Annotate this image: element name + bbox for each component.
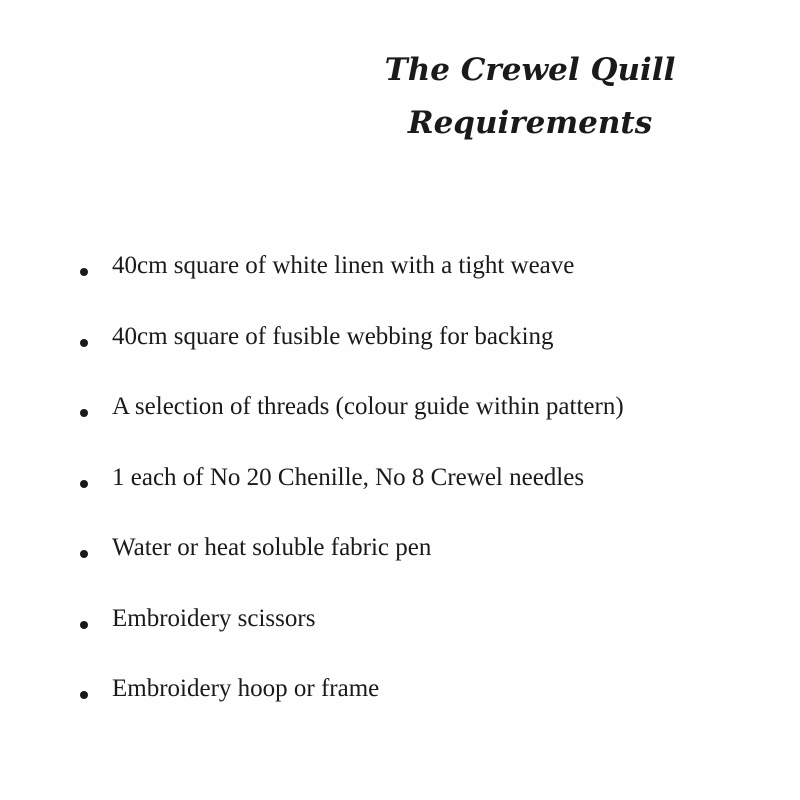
list-item [80, 675, 624, 746]
list-item [80, 605, 624, 676]
list-item-text: Embroidery hoop or frame [112, 675, 380, 702]
bullet-icon [80, 550, 88, 558]
page-title: The Crewel Quill [384, 52, 676, 88]
bullet-icon [80, 691, 88, 699]
list-item-text: Embroidery scissors [112, 604, 316, 632]
bullet-icon [80, 621, 88, 629]
page-subtitle: Requirements [407, 105, 653, 141]
list-item [80, 464, 624, 535]
list-item-text: 1 each of No 20 Chenille, No 8 Crewel needles [112, 463, 585, 491]
list-item-text: A selection of threads (colour guide within pattern) [112, 393, 624, 420]
bullet-icon [80, 480, 88, 488]
bullet-icon [80, 409, 88, 417]
list-item [80, 252, 624, 323]
list-item-text: 40cm square of white linen with a tight weave [112, 252, 575, 279]
list-item [80, 393, 624, 464]
list-item [80, 534, 624, 605]
list-item-text: Water or heat soluble fabric pen [112, 534, 432, 561]
bullet-icon [80, 268, 88, 276]
bullet-icon [80, 339, 88, 347]
list-item-text: 40cm square of fusible webbing for backing [112, 322, 554, 350]
list-item [80, 323, 624, 394]
requirements-list [80, 252, 624, 746]
